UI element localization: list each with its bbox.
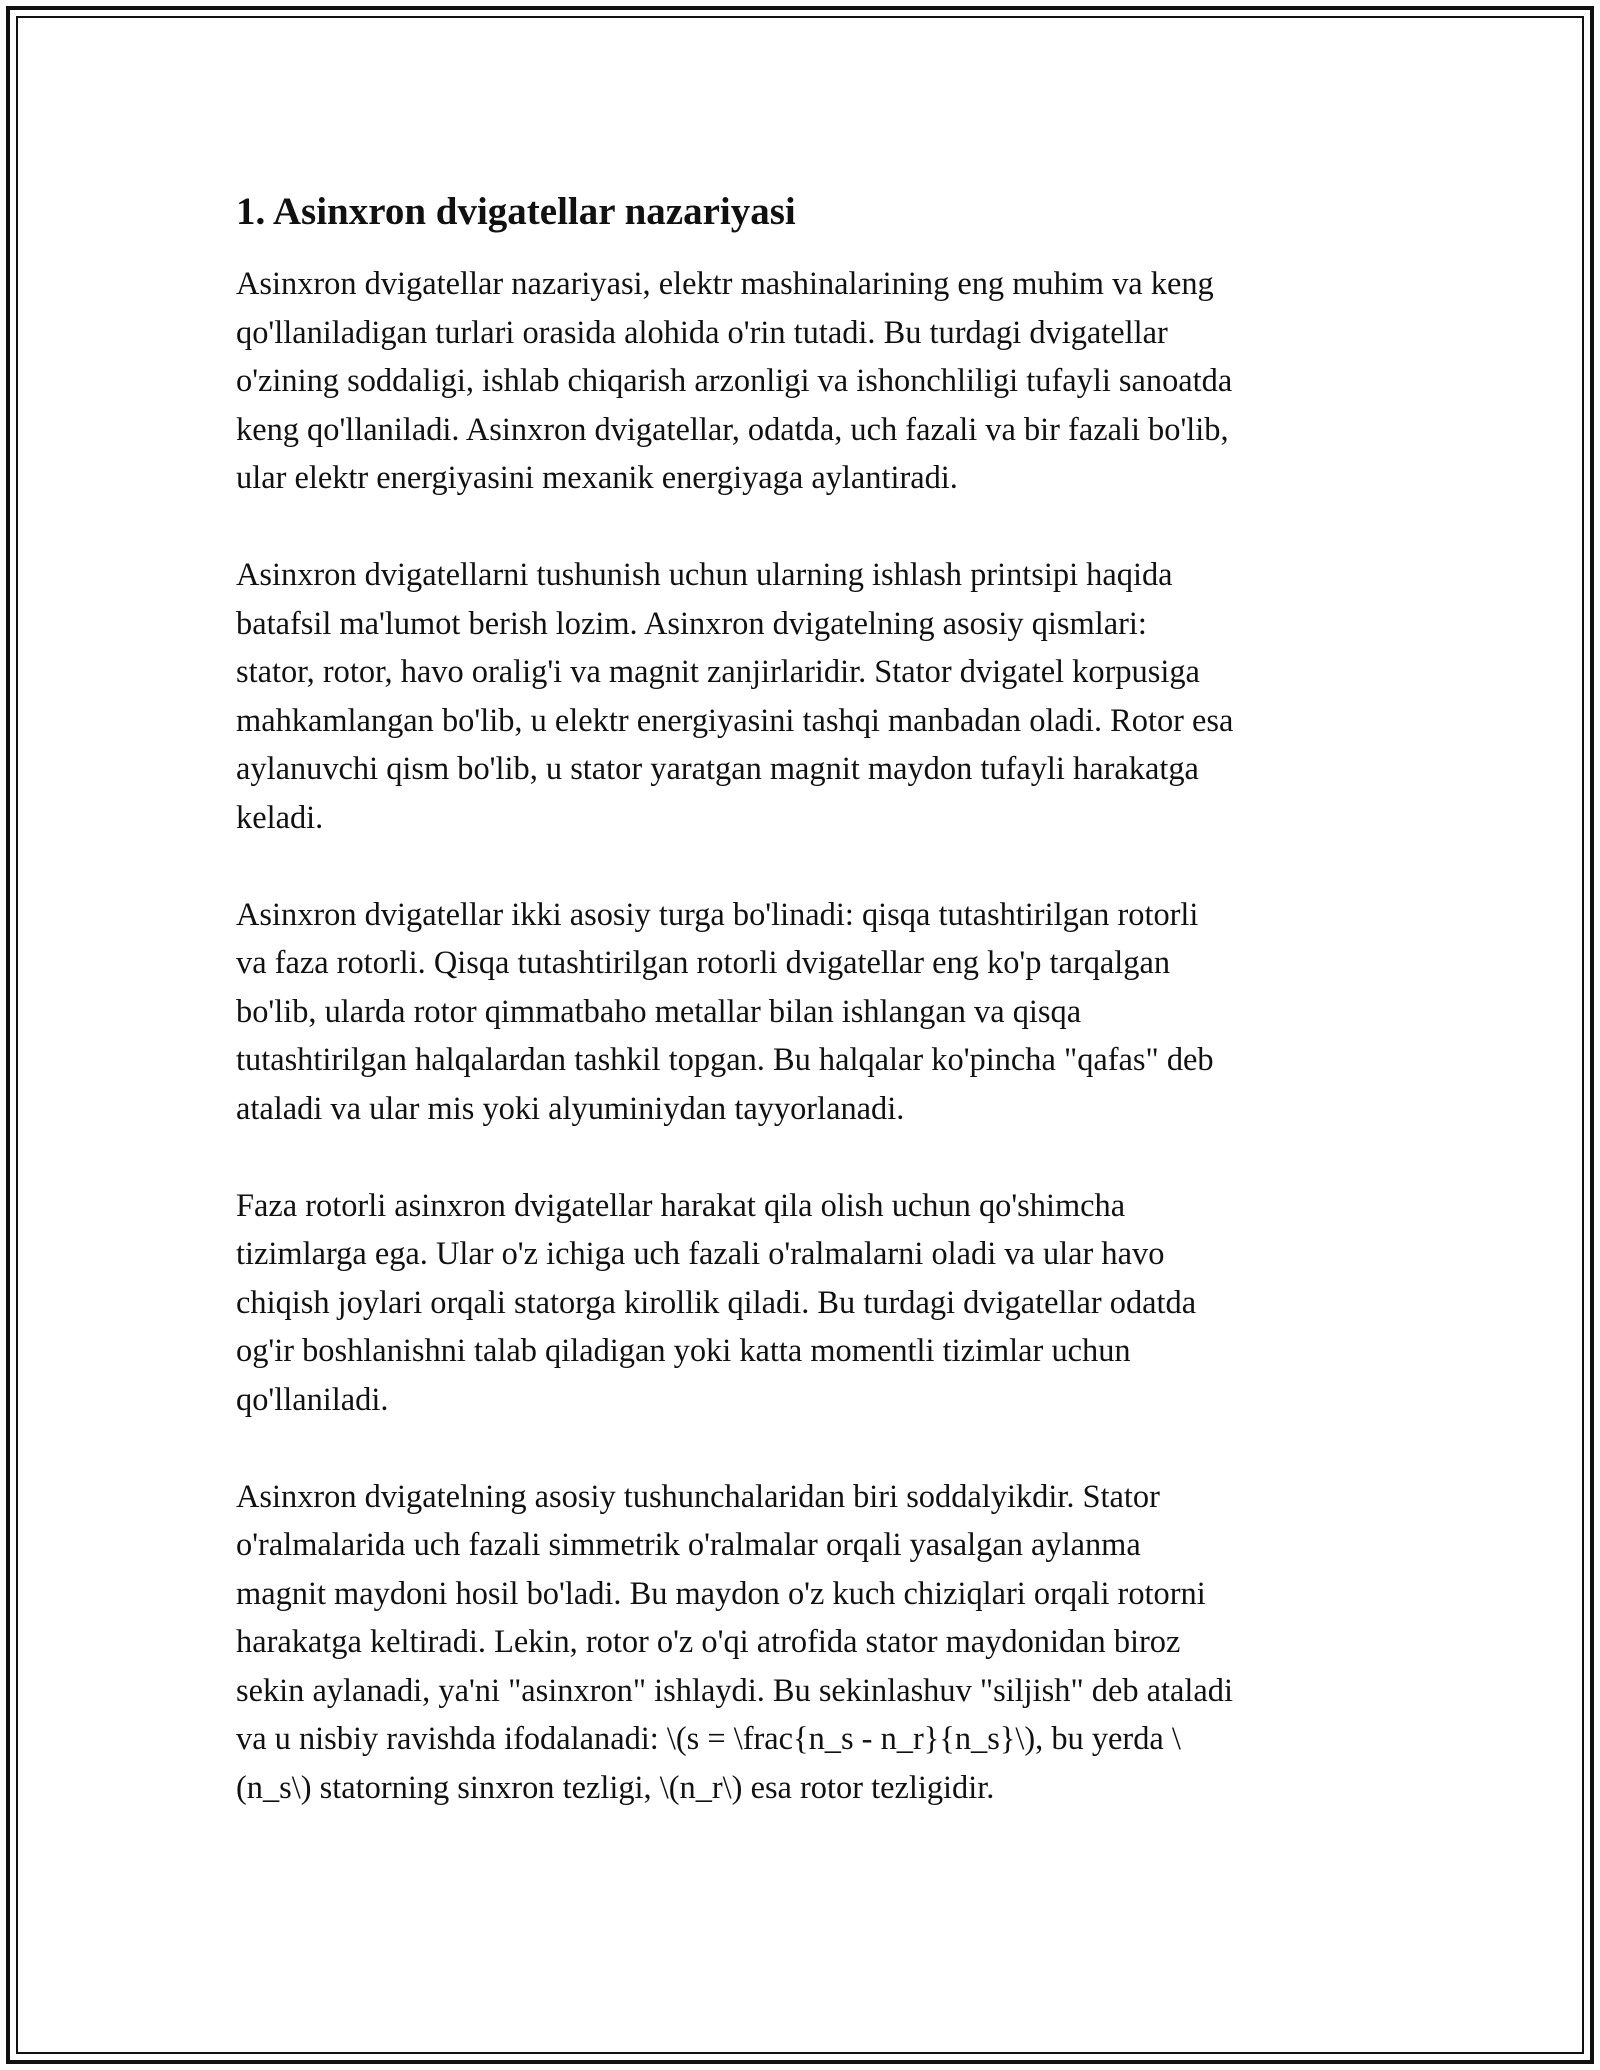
paragraph-5: Asinxron dvigatelning asosiy tushunchalaridan biri soddalyikdir. Stator o'ralmalarida uch fazali simmetrik o'ralmalar orqali yasalgan aylanma magnit maydoni hosil bo'ladi. Bu maydon o'z kuch chiziqlari orqali rotorni harakatga keltiradi. Lekin, rotor o'z o'qi atrofida stator maydonidan biroz sekin aylanadi, ya'ni "asinxron" ishlaydi. Bu sekinlashuv "siljish" deb ataladi va u nisbiy ravishda ifodalanadi: \(s = \frac{n_s - n_r}{n_s}\), bu yerda \ (n_s\) statorning sinxron tezligi, \(n_r\) esa rotor tezligidir. bbox=[236, 1478, 1233, 1806]
paragraph-4: Faza rotorli asinxron dvigatellar harakat qila olish uchun qo'shimcha tizimlarga ega. Ular o'z ichiga uch fazali o'ralmalarni oladi va ular havo chiqish joylari orqali statorga kirollik qiladi. Bu turdagi dvigatellar odatda og'ir boshlanishni talab qiladigan yoki katta momentli tizimlar uchun qo'llaniladi. bbox=[236, 1187, 1197, 1418]
section-title: 1. Asinxron dvigatellar nazariyasi bbox=[236, 190, 796, 233]
document-body bbox=[236, 184, 1376, 1861]
paragraph-3: Asinxron dvigatellar ikki asosiy turga bo'linadi: qisqa tutashtirilgan rotorli va faza rotorli. Qisqa tutashtirilgan rotorli dvigatellar eng ko'p tarqalgan bo'lib, ularda rotor qimmatbaho metallar bilan ishlangan va qisqa tutashtirilgan halqalardan tashkil topgan. Bu halqalar ko'pincha "qafas" deb ataladi va ular mis yoki alyuminiydan tayyorlanadi. bbox=[236, 896, 1214, 1127]
paragraph-1: Asinxron dvigatellar nazariyasi, elektr mashinalarining eng muhim va keng qo'llaniladigan turlari orasida alohida o'rin tutadi. Bu turdagi dvigatellar o'zining soddaligi, ishlab chiqarish arzonligi va ishonchliligi tufayli sanoatda keng qo'llaniladi. Asinxron dvigatellar, odatda, uch fazali va bir fazali bo'lib, ular elektr energiyasini mexanik energiyaga aylantiradi. bbox=[236, 266, 1233, 496]
paragraph-2: Asinxron dvigatellarni tushunish uchun ularning ishlash printsipi haqida batafsil ma'lumot berish lozim. Asinxron dvigatelning asosiy qismlari: stator, rotor, havo oralig'i va magnit zanjirlaridir. Stator dvigatel korpusiga mahkamlangan bo'lib, u elektr energiyasini tashqi manbadan oladi. Rotor esa aylanuvchi qism bo'lib, u stator yaratgan magnit maydon tufayli harakatga keladi. bbox=[236, 557, 1234, 836]
